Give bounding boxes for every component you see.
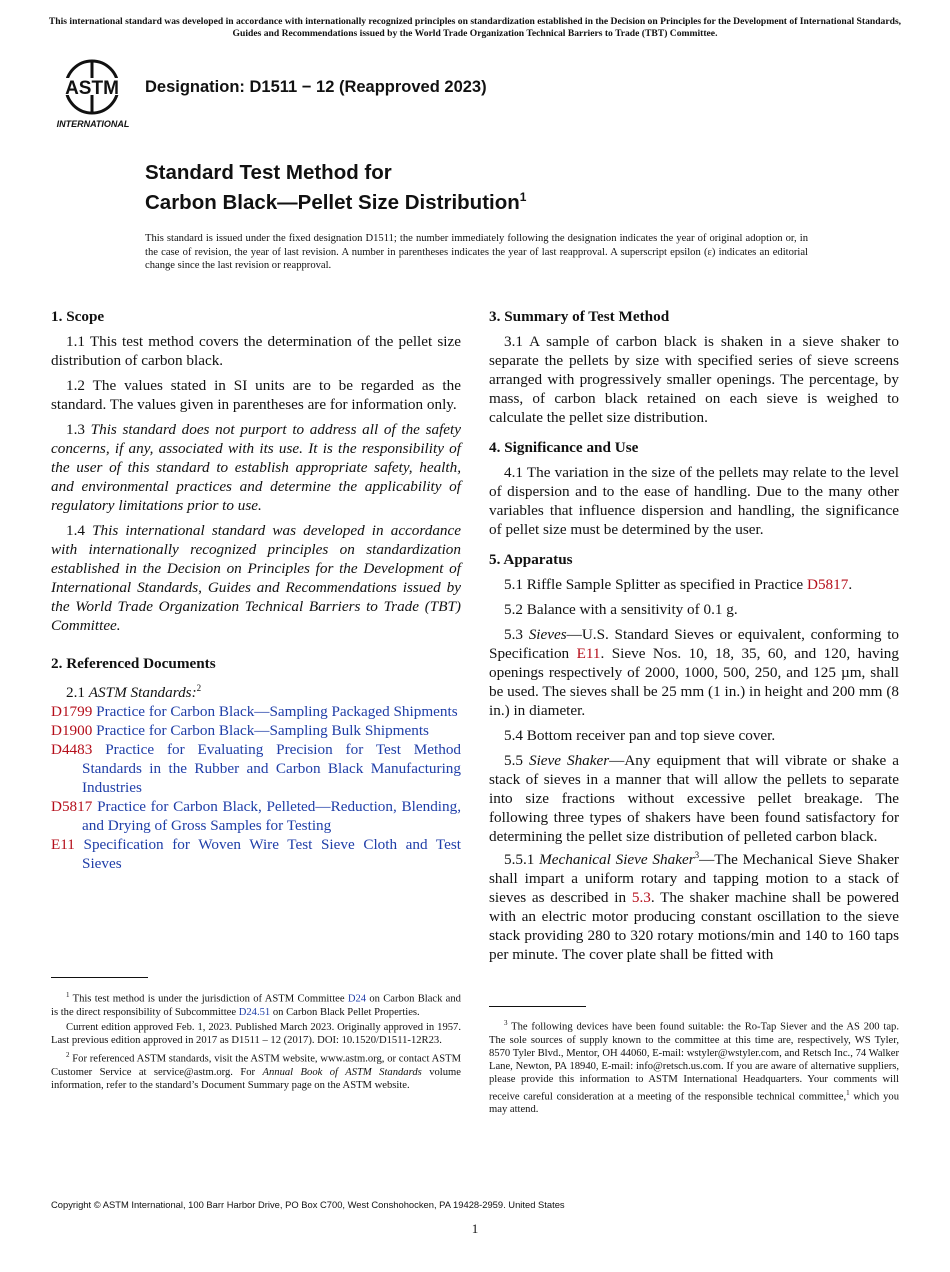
link-d5817[interactable]: D5817 [806,576,849,593]
reference-d5817[interactable]: D5817 Practice for Carbon Black, Pelleted—Reduction, Blending, and Drying of Gross Samples for Testing [51,798,461,835]
para-2-1: 2.1 ASTM Standards:$^2$ [66,683,202,702]
para-1-2: 1.2 The values stated in SI units are to be regarded as the standard. The values given in parentheses are for information only. [51,377,461,413]
reference-d1799[interactable]: D1799 Practice for Carbon Black—Sampling Packaged Shipments [51,703,458,721]
footnote-rule-right [489,1006,586,1007]
footnote-1-edition: Current edition approved Feb. 1, 2023. Published March 2023. Originally approved in 1957. Last previous edition approved in 2017 as D1511 – 12 (2017). DOI: 10.1520/D1511-12R23. [51,1021,461,1047]
link-d24[interactable]: D24 [347,993,367,1005]
link-e11[interactable]: E11 [576,645,601,662]
footnote-1: $^1$ This test method is under the jurisdiction of ASTM Committee D24 on Carbon Black and is the direct responsibility of Subcommittee D24.51 on Carbon Black Pellet Properties. [51,991,461,1018]
logo-text: ASTM [65,78,119,99]
para-5-5-1: 5.5.1 Mechanical Sieve Shaker$^3$—The Mechanical Sieve Shaker shall impart a uniform rotary and tapping motion to a stack of sieves as described in 5.3. The shaker machine shall be powered with an electric motor producing constant oscillation to the sieve stack providing 280 to 320 rotary motions/min and 140 to 160 taps per minute. The cover plate shall be fitted with [489,850,899,964]
astm-logo [52,54,134,132]
copyright-notice: Copyright © ASTM International, 100 Barr Harbor Drive, PO Box C700, West Conshohocken, PA 19428-2959. United States [51,1199,565,1210]
logo-subtext: INTERNATIONAL [56,119,130,129]
para-1-1: 1.1 This test method covers the determination of the pellet size distribution of carbon black. [51,333,461,369]
footnote-3: $^3$ The following devices have been found suitable: the Ro-Tap Siever and the AS 200 tap. The sole sources of supply known to the committee at this time are, respectively, WS Tyler, 8570 Tyler Blvd., Mentor, OH 44060, E-mail: wstyler@wstyler.com, and Retsch Inc., 74 Walker Lane, Newton, PA 18940, E-mail: info@retsch.us.com. If you are aware of alternative suppliers, please provide this information to ASTM International Headquarters. Your comments will receive careful consideration at a meeting of the responsible technical committee,$^1$ which you may attend. [489,1019,900,1116]
section-apparatus-heading: 5. Apparatus [489,551,573,568]
section-referenced-documents-heading: 2. Referenced Documents [51,655,216,672]
section-significance-heading: 4. Significance and Use [489,439,639,456]
reference-d1900[interactable]: D1900 Practice for Carbon Black—Sampling Bulk Shipments [51,722,429,740]
para-1-4: 1.4 This international standard was developed in accordance with internationally recognized principles on standardization established in the Decision on Principles for the Development of International Standards, Guides and Recommendations issued by the World Trade Organization Technical Barriers to Trade (TBT) Committee. [51,522,462,634]
para-5-4: 5.4 Bottom receiver pan and top sieve cover. [504,727,776,744]
section-scope-heading: 1. Scope [51,308,105,325]
footnote-rule-left [51,977,148,978]
right-column [489,307,899,970]
footnote-2: $^2$ For referenced ASTM standards, visit the ASTM website, www.astm.org, or contact ASTM Customer Service at service@astm.org. For Annual Book of ASTM Standards volume information, refer to the standard’s Document Summary page on the ASTM website. [51,1051,461,1092]
para-1-3: 1.3 This standard does not purport to address all of the safety concerns, if any, associated with its use. It is the responsibility of the user of this standard to establish appropriate safety, health, and environmental practices and determine the applicability of regulatory limitations prior to use. [51,421,462,514]
para-5-3: 5.3 Sieves—U.S. Standard Sieves or equivalent, conforming to Specification E11. Sieve Nos. 10, 18, 35, 60, and 120, having openings respectively of 2000, 1000, 500, 250, and 125 µm, shall be used. The sieves shall be 25 mm (1 in.) in height and 200 mm (8 in.) in diameter. [489,626,900,719]
title-line-1: Standard Test Method for [145,161,392,184]
footnotes-right [489,1017,899,1118]
reference-e11[interactable]: E11 Specification for Woven Wire Test Sieve Cloth and Test Sieves [51,836,462,873]
footnotes-left [51,989,461,1094]
title-footnote-mark: 1 [519,190,527,204]
link-5-3[interactable]: 5.3 [631,889,651,907]
left-column [51,307,461,873]
para-4-1: 4.1 The variation in the size of the pellets may relate to the level of dispersion and to the ease of handling. Due to the many other variables that influence dispersion and handling, the significance of pellet size must be determined by the user. [489,464,899,538]
para-5-2: 5.2 Balance with a sensitivity of 0.1 g. [504,601,738,618]
issuance-statement: This standard is issued under the fixed designation D1511; the number immediately following the designation indicates the year of original adoption or, in the case of revision, the year of last revision. A number in parentheses indicates the year of last reapproval. A superscript epsilon (ε) indicates an editorial change since the last revision or reapproval. [145,233,808,271]
reference-d4483[interactable]: D4483 Practice for Evaluating Precision for Test Method Standards in the Rubber and Carbon Black Manufacturing Industries [51,741,462,797]
designation: Designation: D1511 − 12 (Reapproved 2023) [145,78,487,96]
link-d24-51[interactable]: D24.51 [238,1006,271,1018]
title-line-2: Carbon Black—Pellet Size Distribution$^1$ [145,190,527,214]
top-notice: This international standard was developed in accordance with internationally recognized principles on standardization established in the Decision on Principles for the Development of International Standards, Guides and Recommendations issued by the World Trade Organization Technical Barriers to Trade (TBT) Committee. [48,16,902,39]
section-summary-heading: 3. Summary of Test Method [489,308,670,325]
para-5-5: 5.5 Sieve Shaker—Any equipment that will vibrate or shake a stack of sieves in a manner that will allow the pellets to separate into size fractions without excessive pellet breakage. The following three types of shakers have been found satisfactory for determining the pellet size distribution of pelleted carbon black. [489,752,899,845]
para-3-1: 3.1 A sample of carbon black is shaken in a sieve shaker to separate the pellets by size with specified series of sieve screens arranged with progressively smaller openings. The percentage, by mass, of carbon black retained on each sieve is weighed to calculate the pellet size distribution. [489,333,899,426]
page-number: 1 [471,1221,479,1236]
para-5-1: 5.1 Riffle Sample Splitter as specified in Practice D5817. [504,576,853,593]
document-title [145,160,526,215]
astm-logo-icon [52,54,134,132]
